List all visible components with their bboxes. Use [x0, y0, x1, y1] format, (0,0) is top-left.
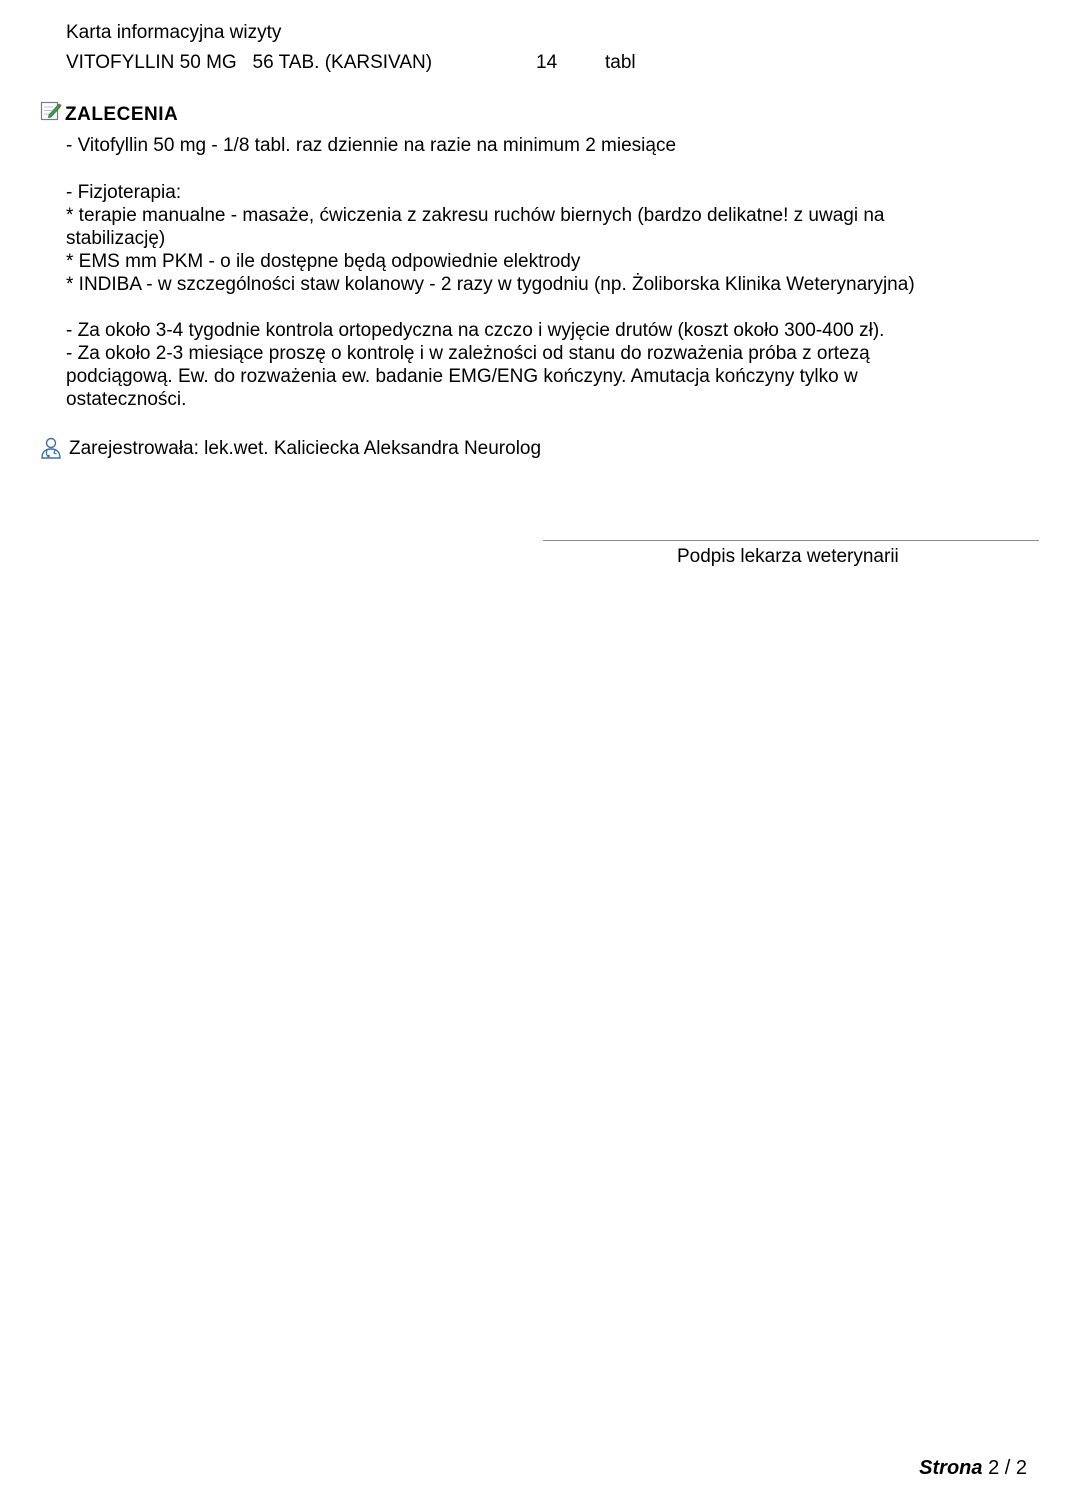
doctor-icon	[39, 436, 63, 460]
section-title: ZALECENIA	[65, 104, 179, 125]
signature-label: Podpis lekarza weterynarii	[677, 546, 899, 567]
recommendation-line: * INDIBA - w szczególności staw kolanowy - 2 razy w tygodniu (np. Żoliborska Klinika Weterynaryjna)	[66, 274, 915, 295]
recommendation-line: - Za około 2-3 miesiące proszę o kontrolę i w zależności od stanu do rozważenia próba z ortezą	[66, 343, 870, 364]
recommendation-line: - Fizjoterapia:	[66, 182, 182, 203]
medication-quantity: 14	[536, 52, 558, 73]
recommendation-line: podciągową. Ew. do rozważenia ew. badanie EMG/ENG kończyny. Amutacja kończyny tylko w	[66, 366, 858, 387]
medication-name: VITOFYLLIN 50 MG 56 TAB. (KARSIVAN)	[66, 52, 433, 73]
page-number	[919, 1457, 1027, 1480]
recommendation-line: stabilizację)	[66, 228, 166, 249]
signature-line	[543, 540, 1039, 541]
recommendation-line: ostateczności.	[66, 389, 187, 410]
current-page: 2	[988, 1457, 1000, 1479]
recommendation-line: * EMS mm PKM - o ile dostępne będą odpowiednie elektrody	[66, 251, 581, 272]
recommendation-line: - Vitofyllin 50 mg - 1/8 tabl. raz dziennie na razie na minimum 2 miesiące	[66, 135, 677, 156]
total-pages: / 2	[1004, 1457, 1027, 1479]
recommendation-line: - Za około 3-4 tygodnie kontrola ortopedyczna na czczo i wyjęcie drutów (koszt około 300-400 zł).	[66, 320, 885, 341]
page-label: Strona	[919, 1457, 983, 1479]
document-title: Karta informacyjna wizyty	[66, 22, 282, 43]
medication-unit: tabl	[605, 52, 636, 73]
recommendation-line: * terapie manualne - masaże, ćwiczenia z zakresu ruchów biernych (bardzo delikatne! z uwagi na	[66, 205, 885, 226]
edit-note-icon	[40, 100, 62, 122]
registered-by: Zarejestrowała: lek.wet. Kaliciecka Aleksandra Neurolog	[69, 438, 542, 459]
